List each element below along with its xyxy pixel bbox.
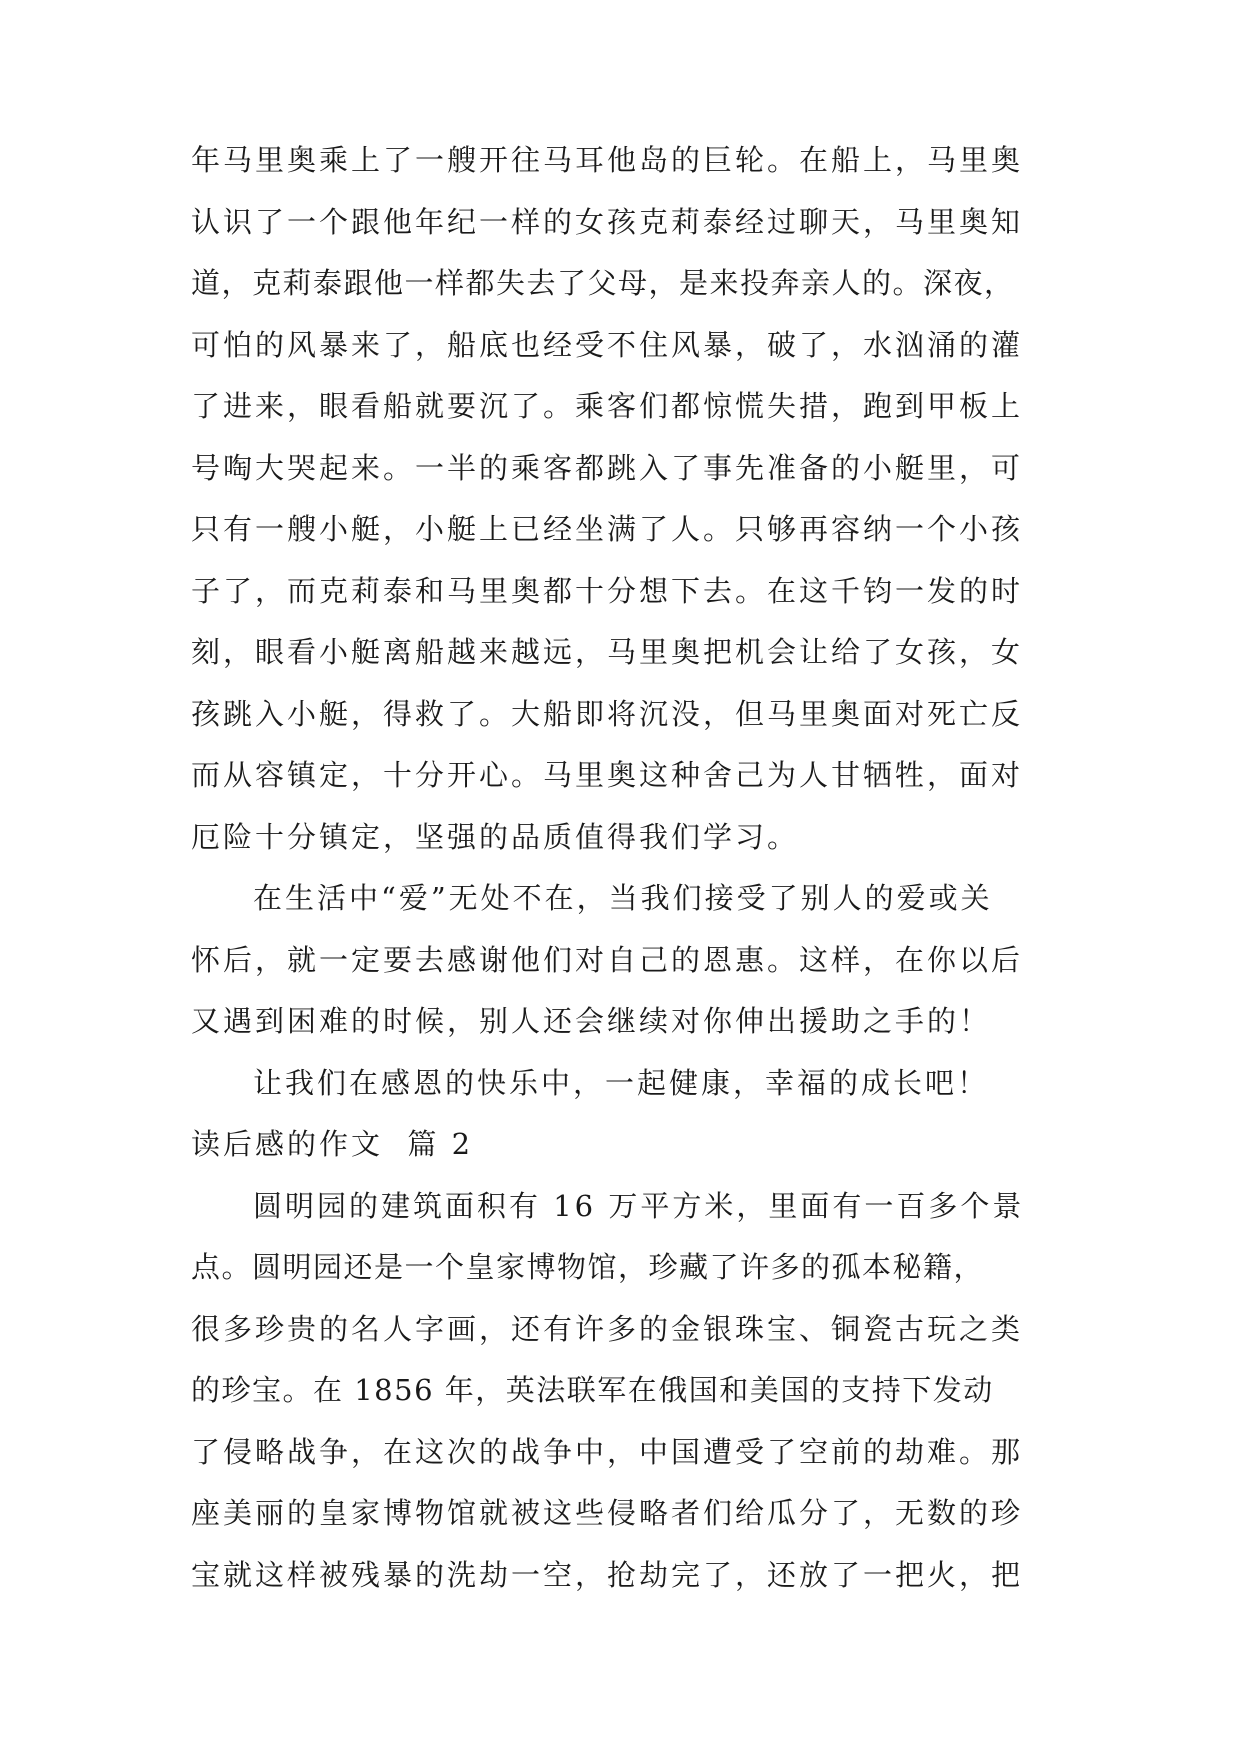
text-line: 点。圆明园还是一个皇家博物馆，珍藏了许多的孤本秘籍， — [191, 1250, 985, 1284]
text-line: 只有一艘小艇，小艇上已经坐满了人。只够再容纳一个小孩 — [191, 512, 1024, 546]
paragraph-3 — [191, 1053, 1051, 1115]
paragraph-4 — [191, 1176, 1051, 1607]
text-line: 在生活中“爱”无处不在，当我们接受了别人的爱或关 — [253, 881, 993, 915]
text-line: 让我们在感恩的快乐中，一起健康，幸福的成长吧！ — [253, 1065, 990, 1100]
text-line: 的珍宝。在 1856 年，英法联军在俄国和美国的支持下发动 — [191, 1373, 994, 1407]
text-line: 而从容镇定，十分开心。马里奥这种舍己为人甘牺牲，面对 — [191, 758, 1024, 792]
text-line: 刻，眼看小艇离船越来越远，马里奥把机会让给了女孩，女 — [191, 635, 1024, 669]
text-line: 号啕大哭起来。一半的乘客都跳入了事先准备的小艇里，可 — [191, 450, 1024, 485]
text-line: 很多珍贵的名人字画，还有许多的金银珠宝、铜瓷古玩之类 — [191, 1311, 1024, 1346]
text-line: 宝就这样被残暴的洗劫一空，抢劫完了，还放了一把火，把 — [191, 1557, 1024, 1592]
text-line: 圆明园的建筑面积有 16 万平方米，里面有一百多个景 — [253, 1188, 1025, 1223]
paragraph-1 — [191, 130, 1051, 868]
text-line: 道，克莉泰跟他一样都失去了父母，是来投奔亲人的。深夜， — [191, 266, 1015, 300]
text-line: 座美丽的皇家博物馆就被这些侵略者们给瓜分了，无数的珍 — [191, 1496, 1024, 1530]
text-line: 年马里奥乘上了一艘开往马耳他岛的巨轮。在船上，马里奥 — [191, 143, 1024, 177]
text-line: 厄险十分镇定，坚强的品质值得我们学习。 — [191, 819, 800, 854]
document-page — [191, 130, 1051, 1606]
text-line: 又遇到困难的时候，别人还会继续对你伸出援助之手的！ — [191, 1004, 992, 1038]
text-line: 可怕的风暴来了，船底也经受不住风暴，破了，水汹涌的灌 — [191, 327, 1024, 362]
text-line: 了进来，眼看船就要沉了。乘客们都惊慌失措，跑到甲板上 — [191, 389, 1024, 423]
text-line: 认识了一个跟他年纪一样的女孩克莉泰经过聊天，马里奥知 — [191, 204, 1024, 239]
text-line: 了侵略战争，在这次的战争中，中国遭受了空前的劫难。那 — [191, 1434, 1024, 1469]
text-line: 孩跳入小艇，得救了。大船即将沉没，但马里奥面对死亡反 — [191, 696, 1024, 731]
text-line: 怀后，就一定要去感谢他们对自己的恩惠。这样，在你以后 — [191, 942, 1024, 977]
text-line: 子了，而克莉泰和马里奥都十分想下去。在这千钧一发的时 — [191, 573, 1024, 608]
section-heading: 读后感的作文 篇 2 — [191, 1127, 474, 1161]
paragraph-2 — [191, 868, 1051, 1053]
